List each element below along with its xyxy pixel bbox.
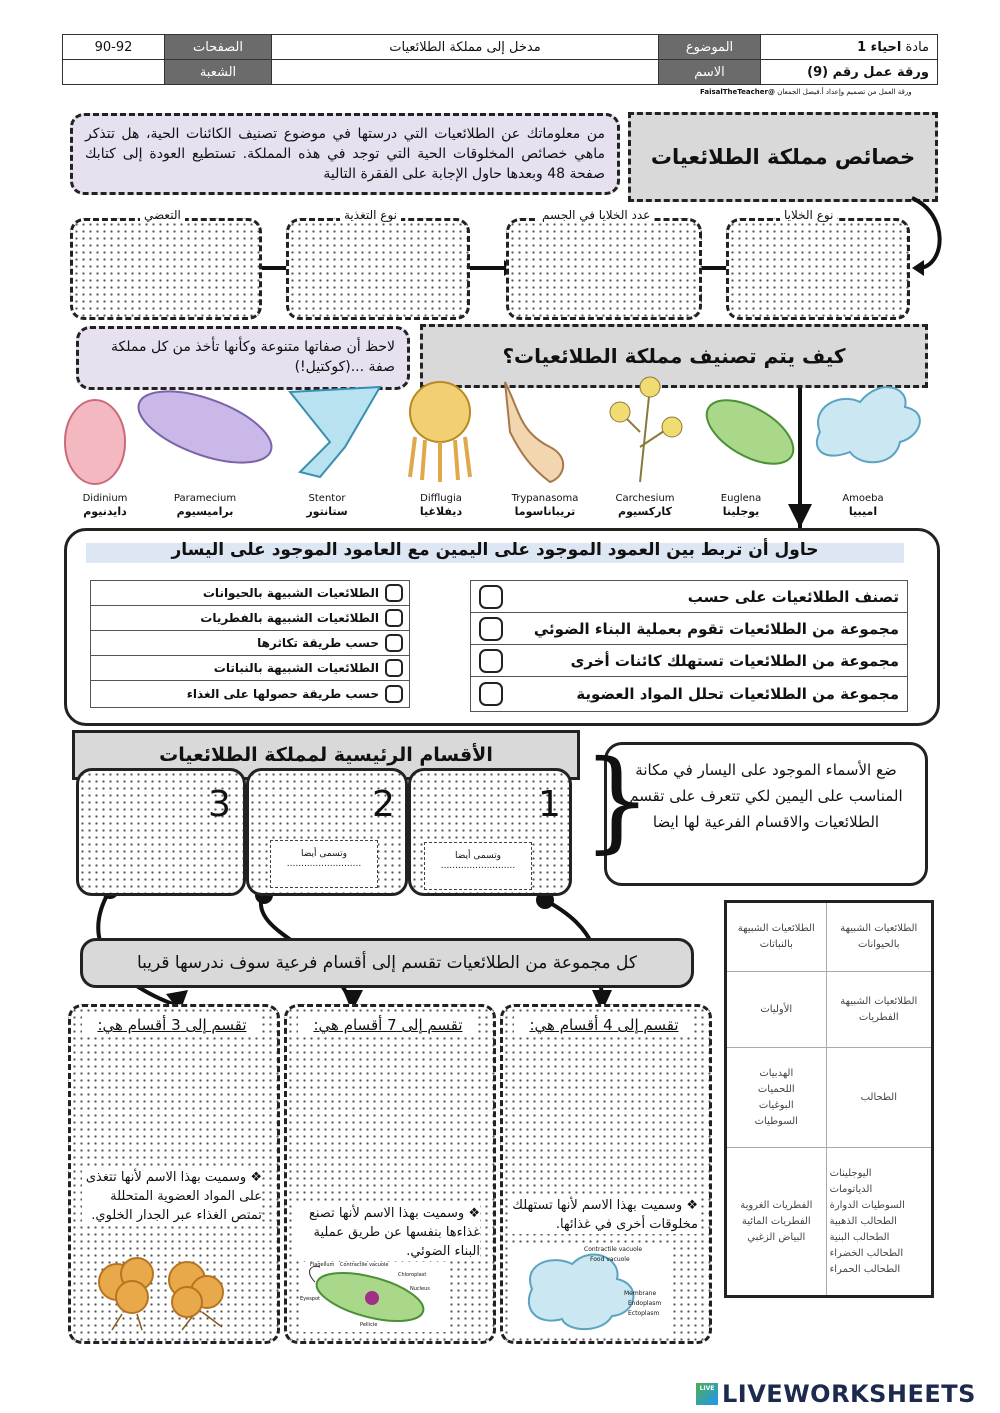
- box-nutrition-label: نوع التغذية: [340, 208, 401, 222]
- also-called-label-2: وتسمى أيضا: [301, 849, 347, 859]
- subdivision-reason-1-text: وسميت بهذا الاسم لأنها تستهلك مخلوقات أخرى في غذائها.: [512, 1198, 698, 1232]
- logo-badge-icon: [696, 1383, 718, 1405]
- amoeba-ar: اميبيا: [848, 505, 878, 518]
- divisions-instruction-box: [604, 742, 928, 886]
- right-item-1-checkbox[interactable]: [479, 585, 503, 609]
- name-fungus-groups: الفطريات الغروية الفطريات المائية البياض الزغبي: [740, 1199, 813, 1243]
- amoeba-label-food: Food vacuole: [590, 1256, 630, 1263]
- organism-label-paramecium: [160, 492, 250, 518]
- box-organization[interactable]: [70, 218, 262, 320]
- left-item-5: [91, 681, 409, 707]
- stentor-image: [290, 387, 380, 477]
- amoeba-en: Amoeba: [842, 493, 884, 504]
- names-cell-4-2[interactable]: [726, 1148, 827, 1297]
- name-protozoa-groups: الهدبيات اللحميات البوغيات السوطيات: [754, 1067, 798, 1127]
- classification-title-text: كيف يتم تصنيف مملكة الطلائعيات؟: [502, 344, 846, 368]
- names-cell-3-2[interactable]: [726, 1048, 827, 1148]
- left-item-1-text: الطلائعيات الشبيهة بالحيوانات: [202, 586, 379, 600]
- trypanosoma-image: [505, 382, 563, 482]
- credit-handle: @FaisalTheTeacher: [700, 88, 775, 96]
- amoeba-label-ectoplasm: Ectoplasm: [628, 1310, 660, 1317]
- left-item-4-text: الطلائعيات الشبيهة بالنباتات: [213, 661, 379, 675]
- name-fungus-like: الطلائعيات الشبيهة الفطريات: [840, 995, 918, 1023]
- intro-text: من معلوماتك عن الطلائعيات التي درستها في موضوع تصنيف الكائنات الحية، هل تتذكر ماهي خصائص المخلوقات الحية التي توجد في هذه المملكة. تستطيع العودة إلى كتابك صفحة 48 وبعدها حاول الإجابة على الفقرة التالية: [85, 126, 605, 182]
- didinium-image: [65, 400, 125, 484]
- logo-text: LIVEWORKSHEETS: [722, 1380, 976, 1408]
- left-item-2-text: الطلائعيات الشبيهة بالفطريات: [200, 611, 379, 625]
- division-number-3: 3: [208, 784, 231, 825]
- left-item-1: [91, 581, 409, 606]
- characteristics-title-text: خصائص مملكة الطلائعيات: [650, 145, 916, 169]
- name-protozoa: الأوليات: [760, 1003, 793, 1015]
- right-item-4-checkbox[interactable]: [479, 682, 503, 706]
- also-called-box-1[interactable]: [424, 842, 532, 890]
- pages-value: 90-92: [63, 35, 165, 60]
- subdivision-reason-3-text: وسميت بهذا الاسم لأنها تتغذى على المواد العضوية المتحللة تمتص الغذاء عبر الجدار الخلوي.: [85, 1170, 262, 1223]
- box-nutrition[interactable]: [286, 218, 470, 320]
- division-number-2: 2: [372, 784, 395, 825]
- box-cell-count-label: عدد الخلايا في الجسم: [538, 208, 654, 222]
- section-label: الشعبة: [165, 60, 272, 85]
- left-item-1-checkbox[interactable]: [385, 584, 403, 602]
- organism-label-carchesium: [600, 492, 690, 518]
- box-cell-type-label: نوع الخلايا: [780, 208, 837, 222]
- box-cell-count[interactable]: [506, 218, 702, 320]
- subdivision-heading-3: تقسم إلى 3 أقسام هي:: [82, 1016, 262, 1034]
- names-cell-1-1[interactable]: [826, 902, 932, 972]
- left-column: [90, 580, 410, 708]
- brace-icon: {: [582, 736, 652, 864]
- difflugia-image: [410, 382, 470, 442]
- divisions-instruction-text: ضع الأسماء الموجود على اليسار في مكانة المناسب على اليمين لكي تتعرف على تقسم الطلائعيات والاقسام الفرعية لها ايضا: [629, 761, 903, 831]
- topic-label: الموضوع: [659, 35, 761, 60]
- organism-label-didinium: [60, 492, 150, 518]
- difflugia-ar: ديفلاغيا: [419, 505, 463, 518]
- pages-label: الصفحات: [165, 35, 272, 60]
- right-item-2-checkbox[interactable]: [479, 617, 503, 641]
- paramecium-ar: براميسيوم: [176, 505, 234, 518]
- subgroup-banner: [80, 938, 694, 988]
- left-item-2: [91, 606, 409, 631]
- name-label: الاسم: [659, 60, 761, 85]
- organism-label-euglena: [696, 492, 786, 518]
- euglena-label-contractile: Contractile vacuole: [340, 1262, 389, 1268]
- name-plant-like: الطلائعيات الشبيهة بالنباتات: [737, 923, 815, 950]
- divisions-title-text: الأقسام الرئيسية لمملكة الطلائعيات: [159, 744, 493, 766]
- left-item-2-checkbox[interactable]: [385, 609, 403, 627]
- euglena-label-chloroplast: Chloroplast: [398, 1272, 427, 1278]
- right-item-3-text: مجموعة من الطلائعيات تستهلك كائنات أخرى: [570, 651, 899, 670]
- right-column: [470, 580, 908, 712]
- euglena-image: [696, 387, 803, 477]
- trypanasoma-ar: تريباناسوما: [514, 505, 576, 518]
- organism-label-difflugia: [396, 492, 486, 518]
- right-item-1: [471, 581, 907, 613]
- name-animal-like: الطلائعيات الشبيهة بالحيوانات: [840, 923, 918, 950]
- division-number-1: 1: [538, 784, 561, 825]
- names-cell-2-2[interactable]: [726, 972, 827, 1048]
- subdivision-reason-2: [294, 1204, 480, 1261]
- diamond-bullet-icon: ❖: [682, 1198, 698, 1213]
- euglena-label-nucleus: Nucleus: [410, 1286, 430, 1292]
- slime-mold-image: [92, 1252, 242, 1332]
- left-item-4: [91, 656, 409, 681]
- names-cell-4-1[interactable]: [826, 1148, 932, 1297]
- also-called-dots-2: ..........................: [286, 859, 362, 869]
- subdivision-reason-3: [82, 1168, 262, 1225]
- name-algae-groups: اليوجلينات الدياتومات السوطيات الدوارة الطحالب الذهبية الطحالب البنية الطحالب الخضراء الطحالب الحمراء: [829, 1167, 905, 1275]
- logo-badge-text: LIVE: [699, 1385, 715, 1392]
- paramecium-image: [130, 377, 281, 478]
- subdivision-reason-2-text: وسميت بهذا الاسم لأنها تصنع غذاءها بنفسها عن طريق عملية البناء الضوئي.: [308, 1206, 480, 1259]
- euglena-label-eyespot: Eyespot: [300, 1296, 320, 1302]
- liveworksheets-logo[interactable]: [696, 1380, 996, 1408]
- subdivision-heading-1: تقسم إلى 4 أقسام هي:: [514, 1016, 694, 1034]
- amoeba-image: [817, 387, 920, 462]
- didinium-en: Didinium: [82, 493, 128, 504]
- note-text: لاحظ أن صفاتها متنوعة وكأنها تأخذ من كل مملكة صفة ...(كوكتيل!): [111, 339, 395, 375]
- names-cell-2-1[interactable]: [826, 972, 932, 1048]
- organisms-illustration: [50, 372, 930, 492]
- left-item-3: [91, 631, 409, 656]
- right-item-1-text: تصنف الطلائعيات على حسب: [687, 587, 899, 606]
- carchesium-ar: كاركسيوم: [618, 505, 672, 518]
- worksheet-label: ورقة عمل رقم (9): [761, 60, 938, 85]
- subdivision-reason-1: [512, 1196, 698, 1234]
- matching-title: حاول أن تربط بين العمود الموجود على اليمين مع العامود الموجود على اليسار: [171, 540, 819, 560]
- also-called-dots-1: ..........................: [440, 861, 516, 871]
- subdivision-heading-2: تقسم إلى 7 أقسام هي:: [298, 1016, 478, 1034]
- left-item-4-checkbox[interactable]: [385, 659, 403, 677]
- trypanasoma-en: Trypanasoma: [511, 493, 579, 504]
- organism-label-amoeba: [818, 492, 908, 518]
- organism-label-stentor: [282, 492, 372, 518]
- didinium-ar: دايدنيوم: [83, 505, 127, 518]
- box-cell-type[interactable]: [726, 218, 910, 320]
- carchesium-image: [610, 377, 682, 482]
- also-called-box-2[interactable]: [270, 840, 378, 888]
- amoeba-diagram: [512, 1244, 672, 1334]
- subgroup-banner-text: كل مجموعة من الطلائعيات تقسم إلى أقسام فرعية سوف ندرسها قريبا: [136, 953, 638, 973]
- diamond-bullet-icon: ❖: [464, 1206, 480, 1221]
- subject-label: مادة: [905, 39, 929, 55]
- amoeba-label-endoplasm: Endoplasm: [628, 1300, 662, 1307]
- right-item-2-text: مجموعة من الطلائعيات تقوم بعملية البناء الضوئي: [533, 619, 899, 638]
- left-item-3-text: حسب طريقة تكاثرها: [257, 636, 379, 650]
- name-algae: الطحالب: [860, 1091, 897, 1103]
- credit-text: ورقة العمل من تصميم وإعداد أ.فيصل الجمعان: [777, 88, 912, 96]
- topic-value: مدخل إلى مملكة الطلائعيات: [272, 35, 659, 60]
- amoeba-label-contractile: Contractile vacuole: [584, 1246, 643, 1253]
- paramecium-en: Paramecium: [173, 493, 237, 504]
- names-cell-1-2[interactable]: [726, 902, 827, 972]
- names-table: [724, 900, 934, 1298]
- euglena-label-pellicle: Pellicle: [360, 1322, 378, 1328]
- carchesium-en: Carchesium: [615, 493, 675, 504]
- amoeba-label-membrane: Membrane: [624, 1290, 657, 1297]
- left-item-5-checkbox[interactable]: [385, 685, 403, 703]
- right-item-3: [471, 645, 907, 677]
- organism-label-trypanasoma: [500, 492, 590, 518]
- right-item-3-checkbox[interactable]: [479, 649, 503, 673]
- names-cell-3-1[interactable]: [826, 1048, 932, 1148]
- left-item-5-text: حسب طريقة حصولها على الغذاء: [186, 687, 379, 701]
- subject-value: احياء 1: [857, 39, 902, 55]
- stentor-en: Stentor: [308, 493, 346, 504]
- right-item-4: [471, 677, 907, 711]
- left-item-3-checkbox[interactable]: [385, 634, 403, 652]
- also-called-label-1: وتسمى أيضا: [455, 851, 501, 861]
- right-item-2: [471, 613, 907, 645]
- stentor-ar: ستانتور: [306, 505, 348, 518]
- difflugia-en: Difflugia: [420, 493, 462, 504]
- diamond-bullet-icon: ❖: [246, 1170, 262, 1185]
- euglena-en: Euglena: [720, 493, 762, 504]
- euglena-ar: يوجلينا: [722, 505, 760, 518]
- euglena-diagram: [300, 1262, 450, 1332]
- box-organization-label: التعضي: [140, 208, 185, 222]
- euglena-label-flagellum: Flagellum: [310, 1262, 335, 1268]
- right-item-4-text: مجموعة من الطلائعيات تحلل المواد العضوية: [576, 685, 899, 703]
